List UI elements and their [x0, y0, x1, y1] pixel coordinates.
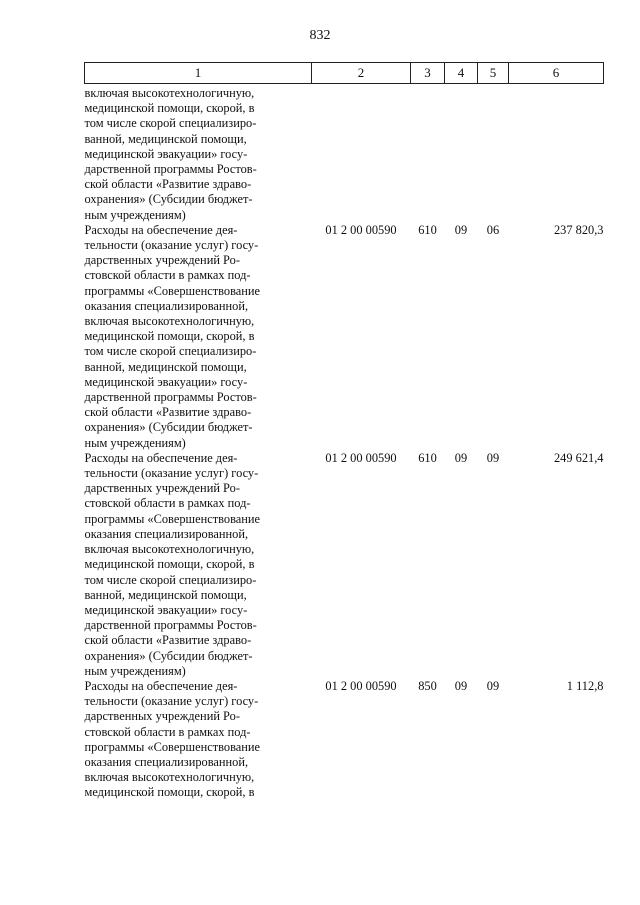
- amount: 1 112,8: [566, 678, 604, 693]
- section-code: 09: [454, 222, 468, 237]
- subsection-code: 06: [486, 222, 500, 237]
- subsection-code: [478, 84, 509, 223]
- table-row: [85, 451, 604, 679]
- expense-description-cell: [85, 84, 312, 223]
- expense-description: Расходы на обеспечение дея- тельности (оказание услуг) госу- дарственных учреждений Ро- стовской области в рамках под- программы «Совершенствование оказания специализированной, включая высокотехнологичную, медицинской помощи, скорой, в том числе скорой специализиро- ванной, медицинской помощи, медицинской эвакуации» госу- дарственной программы Ростов- ской области «Развитие здраво- охранения» (Субсидии бюджет- ным учреждениям): [84, 450, 261, 678]
- column-header: 5: [478, 63, 509, 84]
- table-header-row: [85, 63, 604, 84]
- subsection-code: 09: [486, 450, 500, 465]
- expense-type-code: [411, 84, 445, 223]
- target-article-code: 01 2 00 00590: [325, 450, 397, 465]
- expense-description: Расходы на обеспечение дея- тельности (оказание услуг) госу- дарственных учреждений Ро- стовской области в рамках под- программы «Совершенствование оказания специализированной, включая высокотехнологичную, медицинской помощи, скорой, в том числе скорой специализиро- ванной, медицинской помощи, медицинской эвакуации» госу- дарственной программы Ростов- ской области «Развитие здраво- охранения» (Субсидии бюджет- ным учреждениям): [84, 222, 261, 450]
- target-article-code: [312, 84, 411, 223]
- target-article-code: 01 2 00 00590: [325, 678, 397, 693]
- subsection-code: 09: [486, 678, 500, 693]
- expense-type-code: 850: [418, 678, 437, 693]
- column-header: 3: [411, 63, 445, 84]
- table-row: [85, 223, 604, 451]
- amount: 237 820,3: [553, 222, 604, 237]
- section-code: 09: [454, 678, 468, 693]
- expense-type-code: 610: [418, 222, 437, 237]
- expense-description-cell: [85, 451, 312, 679]
- section-code: [445, 84, 478, 223]
- table-row: [85, 84, 604, 223]
- expense-type-code: 610: [418, 450, 437, 465]
- section-code: 09: [454, 450, 468, 465]
- expense-description-cell: [85, 223, 312, 451]
- page-number: 832: [309, 28, 331, 43]
- column-header: 6: [509, 63, 604, 84]
- table-row: [85, 679, 604, 801]
- expense-description: включая высокотехнологичную, медицинской помощи, скорой, в том числе скорой специализиро- ванной, медицинской помощи, медицинской эвакуации» госу- дарственной программы Ростов- ской области «Развитие здраво- охранения» (Субсидии бюджет- ным учреждениям): [84, 86, 257, 222]
- amount: 249 621,4: [553, 450, 604, 465]
- expense-description-cell: [85, 679, 312, 801]
- column-header: 4: [445, 63, 478, 84]
- expense-description: Расходы на обеспечение дея- тельности (оказание услуг) госу- дарственных учреждений Ро- стовской области в рамках под- программы «Совершенствование оказания специализированной, включая высокотехнологичную, медицинской помощи, скорой, в: [84, 678, 261, 800]
- budget-table: [84, 62, 604, 801]
- target-article-code: 01 2 00 00590: [325, 222, 397, 237]
- column-header: 1: [85, 63, 312, 84]
- amount: [509, 84, 604, 223]
- column-header: 2: [312, 63, 411, 84]
